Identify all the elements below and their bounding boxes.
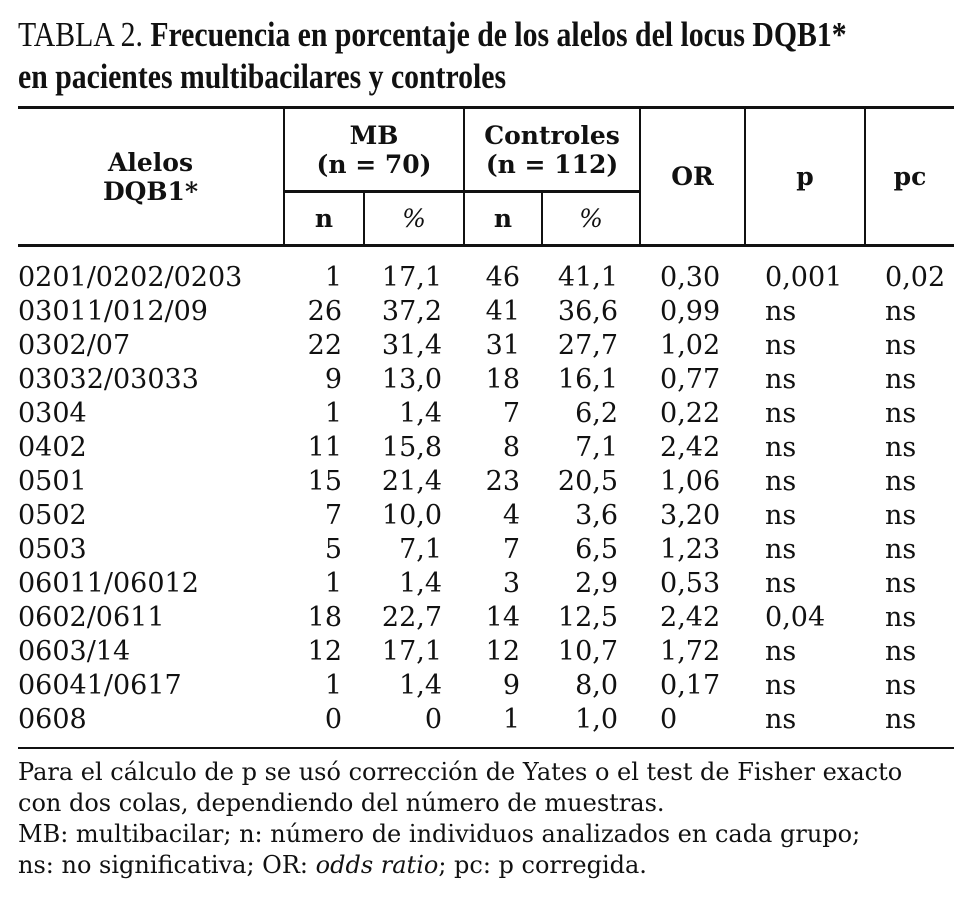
cell-allele: 0304 [18, 398, 87, 429]
cell-mb-percent: 1,4 [399, 568, 443, 599]
cell-pc: ns [885, 704, 917, 735]
cell-mb-n: 5 [324, 534, 342, 565]
cell-controls-n: 31 [485, 330, 521, 361]
cell-controls-percent: 12,5 [557, 602, 619, 633]
cell-controls-percent: 6,2 [575, 398, 619, 429]
header-mb: MB (n = 70) [284, 108, 464, 192]
cell-allele: 0201/0202/0203 [18, 262, 243, 293]
header-mb-percent: % [364, 192, 464, 246]
cell-p: ns [765, 636, 797, 667]
cell-mb-percent: 22,7 [381, 602, 443, 633]
table-row [18, 295, 954, 329]
cell-mb-n: 22 [307, 330, 342, 361]
cell-pc: ns [885, 466, 917, 497]
cell-mb-percent: 7,1 [399, 534, 443, 565]
cell-mb-n: 1 [324, 670, 342, 701]
cell-mb-n: 7 [324, 500, 342, 531]
footnote-line: Para el cálculo de p se usó corrección de Yates o el test de Fisher exacto [18, 758, 903, 786]
cell-or: 2,42 [660, 432, 721, 463]
header-mb-n: n [284, 192, 364, 246]
table-caption: Frecuencia en porcentaje de los alelos del locus DQB1* en pacientes multibacilares y controles [18, 15, 847, 96]
table-row [18, 397, 954, 431]
cell-controls-percent: 16,1 [557, 364, 619, 395]
cell-controls-percent: 36,6 [557, 296, 619, 327]
cell-mb-percent: 10,0 [381, 500, 443, 531]
table-row [18, 431, 954, 465]
cell-or: 3,20 [660, 500, 721, 531]
cell-mb-n: 11 [307, 432, 342, 463]
cell-controls-n: 14 [485, 602, 521, 633]
cell-controls-percent: 41,1 [557, 262, 619, 293]
cell-controls-n: 3 [502, 568, 521, 599]
cell-controls-n: 1 [502, 704, 521, 735]
header-controls-percent: % [542, 192, 640, 246]
cell-or: 1,23 [660, 534, 721, 565]
table-row [18, 499, 954, 533]
cell-p: ns [765, 704, 797, 735]
cell-allele: 0603/14 [18, 636, 131, 667]
table-label: TABLA 2. [18, 15, 143, 54]
cell-mb-n: 15 [307, 466, 342, 497]
cell-controls-percent: 3,6 [575, 500, 619, 531]
cell-pc: ns [885, 364, 917, 395]
cell-allele: 03011/012/09 [18, 296, 208, 327]
table-footnote [18, 747, 954, 881]
header-pc: pc [865, 108, 954, 246]
cell-or: 2,42 [660, 602, 721, 633]
cell-allele: 06041/0617 [18, 670, 182, 701]
cell-controls-percent: 7,1 [575, 432, 619, 463]
cell-or: 0,99 [660, 296, 721, 327]
cell-mb-percent: 17,1 [381, 636, 443, 667]
cell-controls-n: 41 [485, 296, 521, 327]
cell-mb-n: 12 [307, 636, 342, 667]
table-row [18, 601, 954, 635]
header-or: OR [640, 108, 745, 246]
cell-allele: 0602/0611 [18, 602, 165, 633]
cell-p: ns [765, 534, 797, 565]
cell-controls-n: 7 [502, 534, 521, 565]
cell-mb-n: 1 [324, 262, 342, 293]
cell-p: ns [765, 432, 797, 463]
cell-mb-n: 1 [324, 568, 342, 599]
cell-pc: ns [885, 500, 917, 531]
cell-allele: 03032/03033 [18, 364, 199, 395]
cell-pc: ns [885, 432, 917, 463]
header-controls-n: n [464, 192, 542, 246]
table-row [18, 363, 954, 397]
cell-mb-n: 1 [324, 398, 342, 429]
table-row [18, 703, 954, 747]
cell-allele: 06011/06012 [18, 568, 199, 599]
cell-p: ns [765, 500, 797, 531]
cell-mb-n: 9 [324, 364, 342, 395]
cell-p: ns [765, 364, 797, 395]
cell-or: 0,22 [660, 398, 721, 429]
cell-controls-percent: 10,7 [557, 636, 619, 667]
document [18, 14, 954, 881]
cell-controls-n: 46 [485, 262, 521, 293]
cell-or: 0 [660, 704, 678, 735]
cell-p: ns [765, 398, 797, 429]
cell-or: 0,17 [660, 670, 721, 701]
cell-mb-n: 0 [324, 704, 342, 735]
cell-controls-percent: 2,9 [575, 568, 619, 599]
table-body [18, 246, 954, 748]
cell-allele: 0302/07 [18, 330, 131, 361]
cell-controls-n: 12 [485, 636, 521, 667]
cell-allele: 0608 [18, 704, 87, 735]
cell-or: 0,30 [660, 262, 721, 293]
cell-allele: 0402 [18, 432, 87, 463]
cell-pc: ns [885, 398, 917, 429]
allele-frequency-table [18, 106, 954, 747]
cell-controls-n: 4 [502, 500, 521, 531]
cell-mb-percent: 13,0 [381, 364, 443, 395]
cell-allele: 0501 [18, 466, 87, 497]
cell-allele: 0502 [18, 500, 87, 531]
cell-p: ns [765, 330, 797, 361]
cell-p: ns [765, 466, 797, 497]
cell-or: 1,06 [660, 466, 721, 497]
cell-mb-percent: 17,1 [381, 262, 443, 293]
table-row [18, 533, 954, 567]
table-row [18, 329, 954, 363]
table-title [18, 14, 953, 98]
cell-pc: ns [885, 568, 917, 599]
cell-controls-percent: 27,7 [557, 330, 619, 361]
cell-pc: ns [885, 670, 917, 701]
cell-or: 1,02 [660, 330, 721, 361]
header-p: p [745, 108, 865, 246]
footnote-italic: odds ratio [315, 851, 439, 879]
footnote-line: con dos colas, dependiendo del número de muestras. [18, 789, 665, 817]
cell-controls-n: 23 [485, 466, 521, 497]
cell-mb-percent: 1,4 [399, 398, 443, 429]
cell-pc: ns [885, 296, 917, 327]
cell-p: ns [765, 568, 797, 599]
cell-mb-percent: 21,4 [381, 466, 443, 497]
table-row [18, 669, 954, 703]
cell-pc: ns [885, 602, 917, 633]
cell-controls-percent: 6,5 [575, 534, 619, 565]
cell-allele: 0503 [18, 534, 87, 565]
cell-controls-percent: 1,0 [575, 704, 619, 735]
cell-mb-n: 26 [307, 296, 342, 327]
cell-or: 0,53 [660, 568, 721, 599]
header-controls: Controles (n = 112) [464, 108, 640, 192]
cell-controls-n: 7 [502, 398, 521, 429]
cell-mb-percent: 31,4 [381, 330, 443, 361]
cell-controls-percent: 8,0 [575, 670, 619, 701]
footnote-line: MB: multibacilar; n: número de individuos analizados en cada grupo; [18, 820, 861, 848]
cell-mb-percent: 15,8 [381, 432, 443, 463]
cell-controls-n: 9 [502, 670, 521, 701]
cell-pc: ns [885, 330, 917, 361]
table-row [18, 567, 954, 601]
table-row [18, 246, 954, 296]
table-row [18, 635, 954, 669]
cell-mb-n: 18 [307, 602, 342, 633]
cell-controls-n: 8 [502, 432, 521, 463]
cell-mb-percent: 1,4 [399, 670, 443, 701]
cell-controls-n: 18 [485, 364, 521, 395]
cell-or: 0,77 [660, 364, 721, 395]
footnote-line: ns: no significativa; OR: odds ratio; pc: p corregida. [18, 851, 647, 879]
cell-p: 0,001 [765, 262, 843, 293]
table-row [18, 465, 954, 499]
cell-pc: ns [885, 636, 917, 667]
cell-pc: ns [885, 534, 917, 565]
cell-p: ns [765, 296, 797, 327]
cell-mb-percent: 0 [424, 704, 443, 735]
cell-p: 0,04 [765, 602, 826, 633]
cell-pc: 0,02 [885, 262, 946, 293]
header-alleles: Alelos DQB1* [102, 147, 199, 206]
cell-mb-percent: 37,2 [381, 296, 443, 327]
cell-controls-percent: 20,5 [557, 466, 619, 497]
cell-or: 1,72 [660, 636, 721, 667]
cell-p: ns [765, 670, 797, 701]
